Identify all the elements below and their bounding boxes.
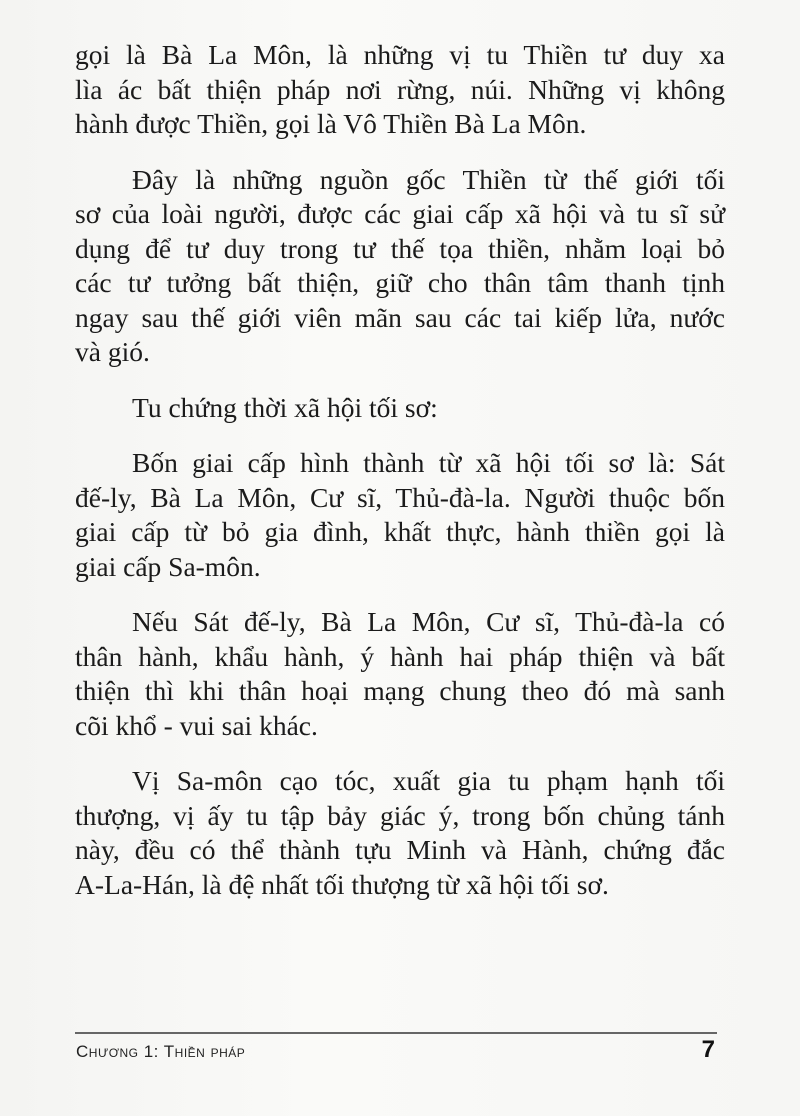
text-line: các tư tưởng bất thiện, giữ cho thân tâm thanh tịnh — [75, 267, 725, 298]
paragraph-5 — [75, 605, 725, 743]
text-line: này, đều có thể thành tựu Minh và Hành, chứng đắc — [75, 834, 725, 865]
body-text — [75, 38, 725, 923]
text-line: A-La-Hán, là đệ nhất tối thượng từ xã hội tối sơ. — [75, 868, 609, 900]
text-line: Vị Sa-môn cạo tóc, xuất gia tu phạm hạnh tối — [132, 765, 725, 796]
paragraph-4 — [75, 446, 725, 584]
paragraph-3 — [75, 391, 725, 426]
text-line: giai cấp Sa-môn. — [75, 550, 261, 582]
text-line: thiện thì khi thân hoại mạng chung theo đó mà sanh — [75, 675, 725, 706]
text-line: sơ của loài người, được các giai cấp xã hội và tu sĩ sử — [75, 198, 725, 229]
text-line: lìa ác bất thiện pháp nơi rừng, núi. Những vị không — [75, 73, 725, 105]
chapter-title: Chương 1: Thiền pháp — [76, 1042, 246, 1061]
text-line: cõi khổ - vui sai khác. — [75, 709, 318, 741]
paragraph-2 — [75, 163, 725, 370]
text-line: Đây là những nguồn gốc Thiền từ thế giới tối — [132, 163, 725, 195]
footer-divider — [75, 1032, 717, 1034]
text-line: hành được Thiền, gọi là Vô Thiền Bà La Môn. — [75, 108, 587, 139]
text-line: thân hành, khẩu hành, ý hành hai pháp thiện và bất — [75, 640, 725, 672]
text-line: Nếu Sát đế-ly, Bà La Môn, Cư sĩ, Thủ-đà-la có — [132, 606, 725, 637]
text-line: Tu chứng thời xã hội tối sơ: — [132, 391, 438, 423]
text-line: đế-ly, Bà La Môn, Cư sĩ, Thủ-đà-la. Người thuộc bốn — [75, 481, 725, 513]
text-line: giai cấp từ bỏ gia đình, khất thực, hành thiền gọi là — [75, 516, 725, 547]
text-line: ngay sau thế giới viên mãn sau các tai kiếp lửa, nước — [75, 301, 725, 333]
text-line: dụng để tư duy trong tư thế tọa thiền, nhằm loại bỏ — [75, 232, 725, 264]
text-line: thượng, vị ấy tu tập bảy giác ý, trong bốn chủng tánh — [75, 799, 725, 831]
text-line: và gió. — [75, 336, 150, 367]
paragraph-6 — [75, 764, 725, 902]
paragraph-1 — [75, 38, 725, 142]
page-number: 7 — [701, 1036, 715, 1063]
text-line: Bốn giai cấp hình thành từ xã hội tối sơ là: Sát — [132, 447, 725, 478]
text-line: gọi là Bà La Môn, là những vị tu Thiền tư duy xa — [75, 39, 725, 70]
